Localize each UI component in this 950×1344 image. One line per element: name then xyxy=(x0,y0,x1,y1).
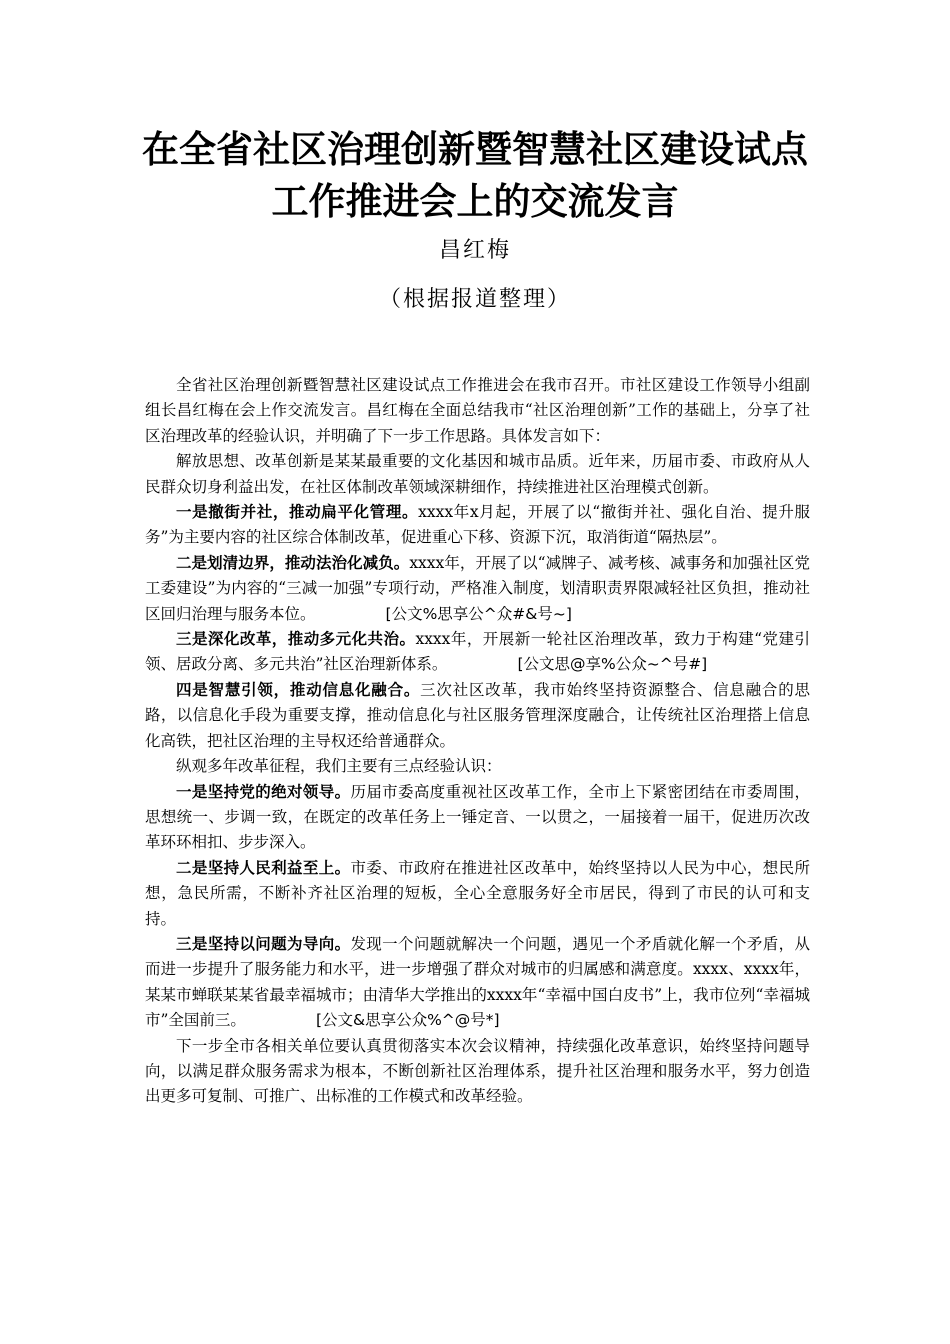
source-note: （根据报道整理） xyxy=(378,287,571,312)
body-text xyxy=(145,373,810,1110)
paragraph xyxy=(145,932,810,1034)
paragraph xyxy=(145,500,810,551)
paragraph-lead: 三是深化改革，推动多元化共治。 xyxy=(176,630,416,649)
paragraph xyxy=(145,856,810,932)
paragraph-lead: 二是坚持人民利益至上。 xyxy=(176,858,351,877)
paragraph-text: xxxx年，开展新一轮社区治理改革，致力于构建“党建引领、居政分离、多元共治”社区治理新体系。 xyxy=(145,630,810,674)
paragraph-text: 纵观多年改革征程，我们主要有三点经验认识： xyxy=(176,757,502,776)
paragraph-text: xxxx年，开展了以“减牌子、减考核、减事务和加强社区党工委建设”为内容的“三减一加强”专项行动，严格准入制度，划清职责界限减轻社区负担，推动社区回归治理与服务本位。 xyxy=(145,553,810,623)
author: 昌红梅 xyxy=(438,238,511,263)
paragraph xyxy=(145,678,810,754)
paragraph-lead: 一是坚持党的绝对领导。 xyxy=(176,782,351,801)
watermark-tag: [公文思@享%公众~^号#] xyxy=(517,655,708,674)
paragraph-lead: 二是划清边界，推动法治化减负。 xyxy=(176,553,410,572)
paragraph-text: 历届市委高度重视社区改革工作，全市上下紧密团结在市委周围，思想统一、步调一致，在既定的改革任务上一锤定音、一以贯之，一届接着一届干，促进历次改革环环相扣、步步深入。 xyxy=(145,782,810,852)
paragraph xyxy=(145,449,810,500)
watermark-tag: [公文%思享公^众#&号~] xyxy=(385,604,572,623)
title-line-1: 在全省社区治理创新暨智慧社区建设试点 xyxy=(142,128,808,171)
watermark-tag: [公文&思享公众%^@号*] xyxy=(315,1011,500,1030)
paragraph-text: 全省社区治理创新暨智慧社区建设试点工作推进会在我市召开。市社区建设工作领导小组副组长昌红梅在会上作交流发言。昌红梅在全面总结我市“社区治理创新”工作的基础上，分享了社区治理改革的经验认识，并明确了下一步工作思路。具体发言如下： xyxy=(145,376,810,445)
paragraph-text: 解放思想、改革创新是某某最重要的文化基因和城市品质。近年来，历届市委、市政府从人民群众切身利益出发，在社区体制改革领域深耕细作，持续推进社区治理模式创新。 xyxy=(145,452,810,496)
paragraph xyxy=(145,551,810,627)
paragraph xyxy=(145,780,810,856)
paragraph-lead: 三是坚持以问题为导向。 xyxy=(176,934,351,953)
title-line-2: 工作推进会上的交流发言 xyxy=(271,180,679,223)
paragraph-text: 发现一个问题就解决一个问题，遇见一个矛盾就化解一个矛盾，从而进一步提升了服务能力和水平，进一步增强了群众对城市的归属感和满意度。xxxx、xxxx年，某某市蝉联某某省最幸福城市；由清华大学推出的xxxx年“幸福中国白皮书”上，我市位列“幸福城市”全国前三。 xyxy=(145,934,810,1030)
paragraph-text: 市委、市政府在推进社区改革中，始终坚持以人民为中心，想民所想，急民所需，不断补齐社区治理的短板，全心全意服务好全市居民，得到了市民的认可和支持。 xyxy=(145,858,810,928)
paragraph-text: 下一步全市各相关单位要认真贯彻落实本次会议精神，持续强化改革意识，始终坚持问题导向，以满足群众服务需求为根本，不断创新社区治理体系，提升社区治理和服务水平，努力创造出更多可复制、可推广、出标准的工作模式和改革经验。 xyxy=(145,1036,810,1106)
paragraph xyxy=(145,754,810,779)
paragraph xyxy=(145,627,810,678)
paragraph xyxy=(145,1034,810,1110)
paragraph-lead: 四是智慧引领，推动信息化融合。 xyxy=(176,680,421,699)
paragraph-lead: 一是撤街并社，推动扁平化管理。 xyxy=(176,503,419,522)
paragraph xyxy=(145,373,810,449)
paragraph-text: 三次社区改革，我市始终坚持资源整合、信息融合的思路，以信息化手段为重要支撑，推动信息化与社区服务管理深度融合，让传统社区治理搭上信息化高铁，把社区治理的主导权还给普通群众。 xyxy=(145,680,810,750)
paragraph-text: xxxx年x月起，开展了以“撤街并社、强化自治、提升服务”为主要内容的社区综合体制改革，促进重心下移、资源下沉，取消街道“隔热层”。 xyxy=(145,503,810,547)
